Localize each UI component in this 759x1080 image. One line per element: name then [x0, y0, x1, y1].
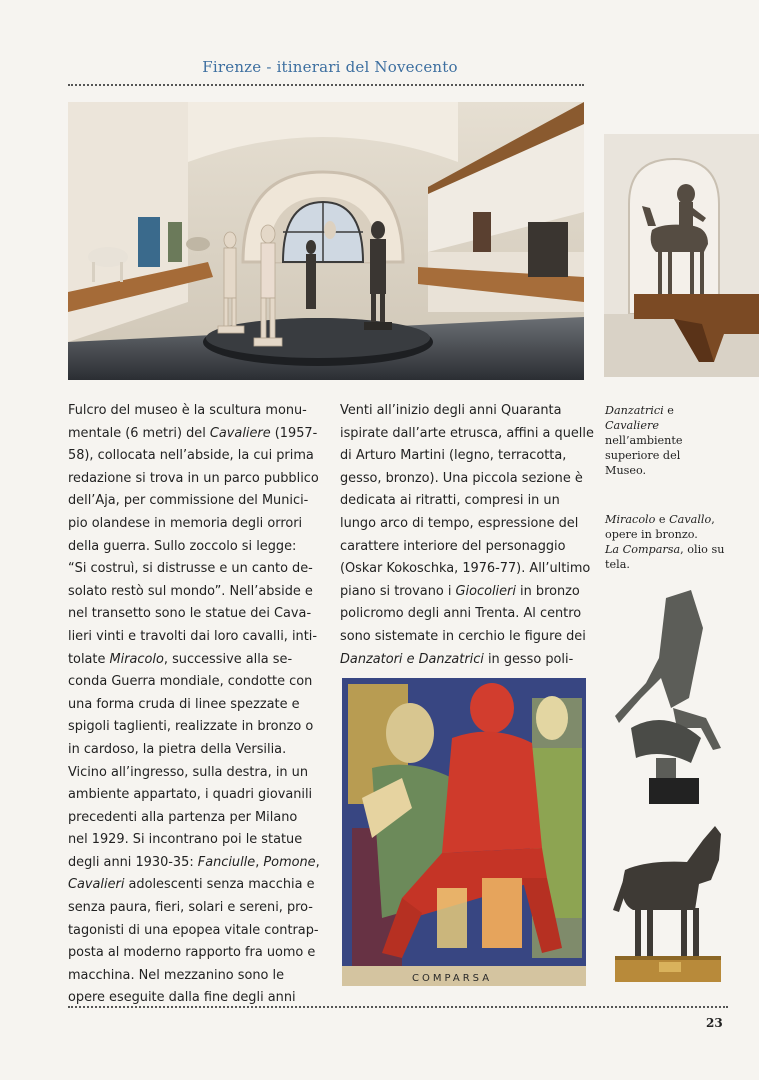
text-line: dell’Aja, per commissione del Munici-	[68, 493, 309, 509]
caption-line: Museo.	[605, 464, 647, 477]
caption-miracolo-cavallo-comparsa	[605, 512, 745, 572]
text-line: macchina. Nel mezzanino sono le	[68, 967, 284, 983]
text-line: precedenti alla partenza per Milano	[68, 809, 298, 825]
footer-dotted-rule	[68, 1006, 728, 1008]
page-number: 23	[706, 1016, 723, 1030]
text-line: spigoli taglienti, realizzate in bronzo o	[68, 719, 314, 735]
body-text-column-2	[340, 400, 594, 671]
text-line: 58), collocata nell’abside, la cui prima	[68, 448, 314, 464]
text-line: una forma cruda di linee spezzate e	[68, 696, 300, 712]
text-line: sono sistemate in cerchio le figure dei	[340, 628, 586, 644]
text-line: Fulcro del museo è la scultura monu-	[68, 403, 307, 418]
text-line: lungo arco di tempo, espressione del	[340, 515, 579, 531]
text-line: ambiente appartato, i quadri giovanili	[68, 787, 313, 803]
text-line: ispirate dall’arte etrusca, affini a quelle	[340, 425, 594, 441]
text-line: in cardoso, la pietra della Versilia.	[68, 741, 287, 757]
caption-line: opere in bronzo.	[605, 528, 698, 541]
text-line: tolate Miracolo, successive alla se-	[68, 651, 293, 667]
text-line: conda Guerra mondiale, condotte con	[68, 674, 313, 690]
text-line: “Si costruì, si distrusse e un canto de-	[68, 561, 313, 577]
text-line: nel transetto sono le statue dei Cava-	[68, 606, 312, 622]
text-line: senza paura, fieri, solari e sereni, pro-	[68, 900, 313, 916]
text-line: Vicino all’ingresso, sulla destra, in un	[68, 764, 309, 780]
text-line: tagonisti di una epopea vitale contrap-	[68, 922, 319, 938]
caption-danzatrici-cavaliere	[605, 403, 745, 478]
header-dotted-rule	[68, 84, 584, 86]
caption-line: tela.	[605, 558, 630, 571]
text-line: Venti all’inizio degli anni Quaranta	[340, 403, 562, 418]
text-line: gesso, bronzo). Una piccola sezione è	[340, 470, 583, 486]
text-line: (Oskar Kokoschka, 1976-77). All’ultimo	[340, 561, 591, 577]
text-line: redazione si trova in un parco pubblico	[68, 470, 319, 486]
la-comparsa-painting	[342, 678, 586, 986]
miracolo-sculpture-photo	[611, 588, 731, 810]
text-line: degli anni 1930-35: Fanciulle, Pomone,	[68, 854, 320, 870]
text-line: Cavalieri adolescenti senza macchia e	[68, 877, 315, 893]
text-line: nel 1929. Si incontrano poi le statue	[68, 832, 303, 848]
caption-line: Miracolo e Cavallo,	[605, 513, 715, 526]
cavaliere-sculpture-photo	[604, 134, 759, 377]
text-line: pio olandese in memoria degli orrori	[68, 515, 303, 531]
cavallo-sculpture-photo	[607, 820, 731, 986]
caption-line: nell’ambiente	[605, 434, 683, 447]
body-text-column-1	[68, 400, 318, 1010]
caption-line: Cavaliere	[605, 419, 659, 432]
text-line: posta al moderno rapporto fra uomo e	[68, 945, 316, 961]
text-line: della guerra. Sullo zoccolo si legge:	[68, 538, 297, 554]
painting-signature-text: COMPARSA	[412, 973, 493, 984]
caption-line: superiore del	[605, 449, 681, 462]
text-line: solato restò sul mondo”. Nell’abside e	[68, 583, 313, 599]
caption-line: Danzatrici e	[605, 404, 674, 417]
caption-line: La Comparsa, olio su	[605, 543, 725, 556]
text-line: Danzatori e Danzatrici in gesso poli-	[340, 651, 574, 667]
text-line: dedicata ai ritratti, compresi in un	[340, 493, 560, 509]
museum-interior-photo	[68, 102, 584, 380]
text-line: policromo degli anni Trenta. Al centro	[340, 606, 582, 622]
text-line: piano si trovano i Giocolieri in bronzo	[340, 583, 580, 599]
text-line: opere eseguite dalla fine degli anni	[68, 990, 296, 1006]
text-line: mentale (6 metri) del Cavaliere (1957-	[68, 425, 318, 441]
running-header: Firenze - itinerari del Novecento	[202, 58, 458, 76]
text-line: lieri vinti e travolti dai loro cavalli, inti-	[68, 628, 318, 644]
text-line: carattere interiore del personaggio	[340, 538, 566, 554]
text-line: di Arturo Martini (legno, terracotta,	[340, 448, 567, 464]
